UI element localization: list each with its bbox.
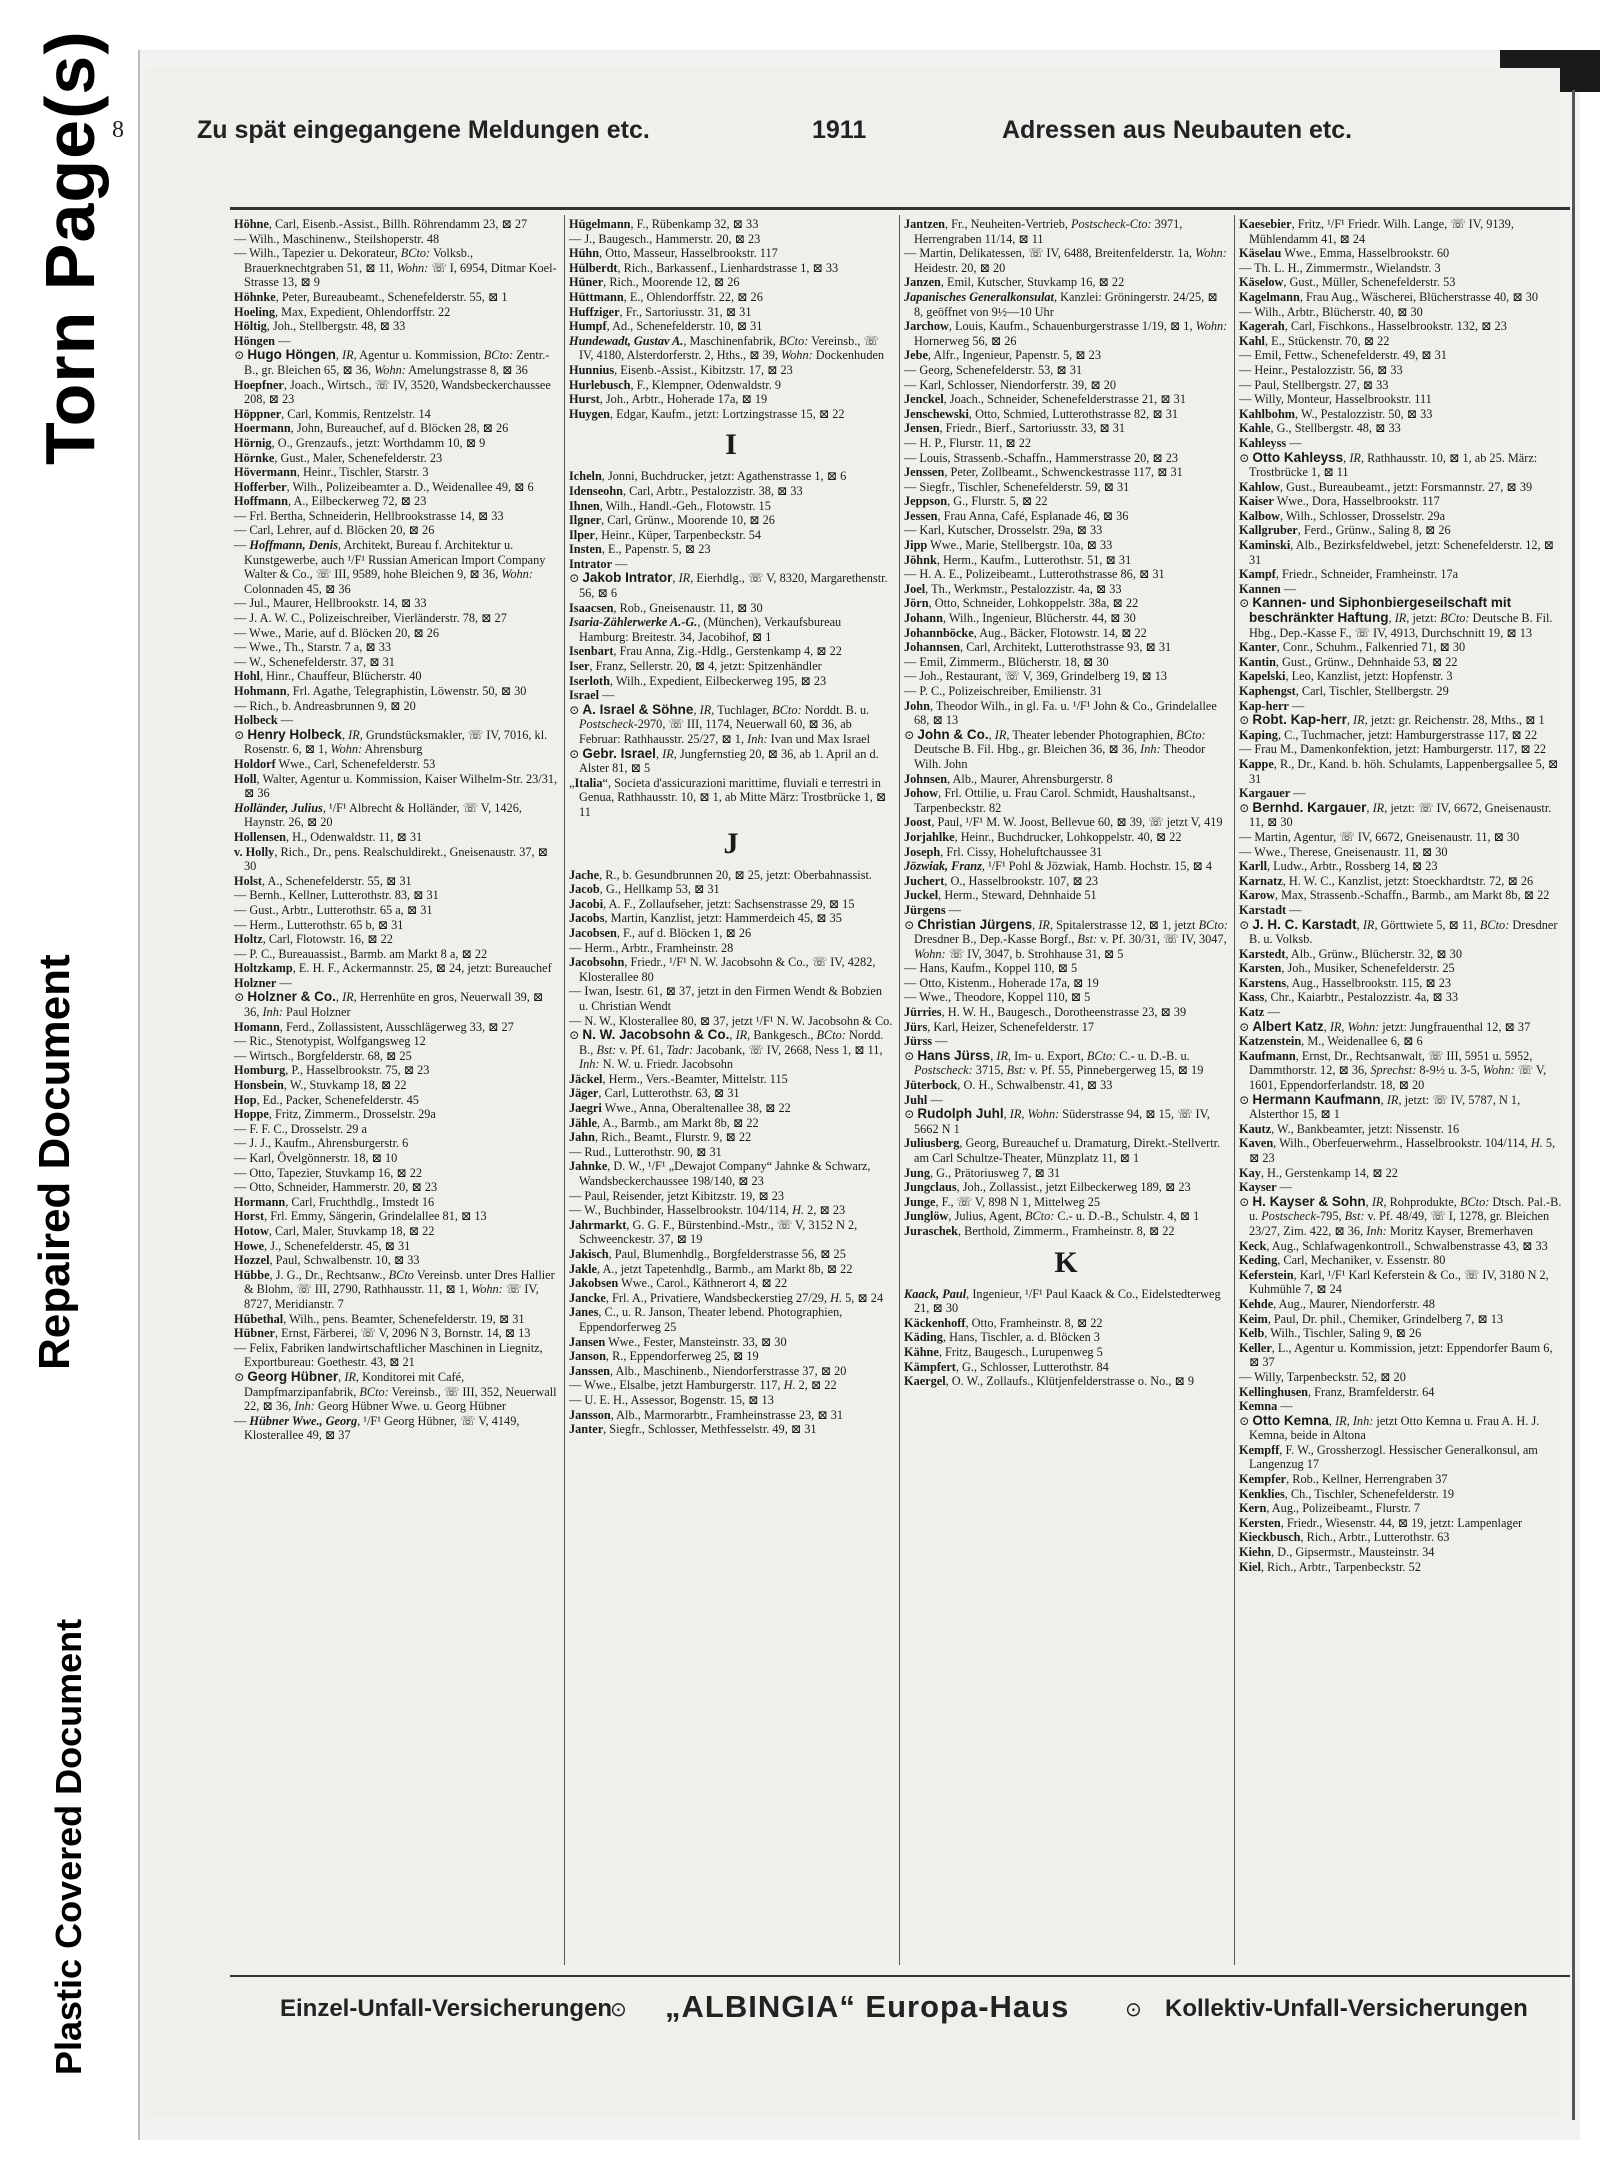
directory-entry: ⊙ J. H. C. Karstadt, IR, Görttwiete 5, ⊠ 11, BCto: Dresdner B. u. Volksb. (1239, 916, 1558, 947)
directory-entry: Jacobi, A. F., Zollaufseher, jetzt: Sachsenstrasse 29, ⊠ 15 (569, 896, 855, 911)
directory-entry: Jüterbock, O. H., Schwalbenstr. 41, ⊠ 33 (904, 1078, 1113, 1093)
directory-entry: Karow, Max, Strassenb.-Schaffn., Barmb., am Markt 8b, ⊠ 22 (1239, 888, 1550, 903)
directory-entry: Janzen, Emil, Kutscher, Stuvkamp 16, ⊠ 22 (904, 275, 1125, 290)
directory-entry: Kieckbusch, Rich., Arbtr., Lutterothstr. 63 (1239, 1530, 1450, 1545)
directory-entry: — W., Buchbinder, Hasselbrookstr. 104/114, H. 2, ⊠ 23 (569, 1203, 846, 1218)
directory-entry: — Willy, Monteur, Hasselbrookstr. 111 (1239, 392, 1432, 407)
directory-entry: — Emil, Fettw., Schenefelderstr. 49, ⊠ 31 (1239, 348, 1447, 363)
directory-entry: Hörnig, O., Grenzaufs., jetzt: Worthdamm 10, ⊠ 9 (234, 435, 486, 450)
directory-entry: „Italia“, Societa d'assicurazioni marittime, fluviali e terrestri in Genua, Rathhausstr. 10, ⊠ 1, ab Mitte März: Trostbrücke 1, ⊠ 11 (569, 775, 887, 819)
directory-entry: John, Theodor Wilh., in gl. Fa. u. ¹/F¹ John & Co., Grindelallee 68, ⊠ 13 (904, 698, 1217, 728)
directory-entry: Höppner, Carl, Kommis, Rentzelstr. 14 (234, 406, 431, 421)
directory-entry: — Wwe., Th., Starstr. 7 a, ⊠ 33 (234, 640, 392, 655)
footer-left-ad: Einzel-Unfall-Versicherungen (280, 1995, 613, 2022)
directory-entry: Ilgner, Carl, Grünw., Moorende 10, ⊠ 26 (569, 513, 775, 528)
directory-entry: Kaminski, Alb., Bezirksfeldwebel, jetzt: Schenefelderstr. 12, ⊠ 31 (1239, 538, 1554, 567)
directory-entry: Janes, C., u. R. Janson, Theater lebend. Photographien, Eppendorferweg 25 (569, 1305, 843, 1334)
directory-entry: — Wwe., Therese, Gneisenaustr. 11, ⊠ 30 (1239, 844, 1448, 859)
directory-entry: Hübbe, J. G., Dr., Rechtsanw., BCto Vereinsb. unter Dres Hallier & Blohm, ☏ III, 2790, Rathhausstr. 11, ⊠ 1, Wohn: ☏ IV, 8727, Meridianstr. 7 (234, 1267, 555, 1311)
page-footer (230, 1985, 1570, 2035)
directory-entry: Juliusberg, Georg, Bureauchef u. Dramaturg, Direkt.-Stellvertr. am Carl Schultze-Theater, Münzplatz 11, ⊠ 1 (904, 1136, 1221, 1165)
directory-entry: — Gust., Arbtr., Lutterothstr. 65 a, ⊠ 31 (234, 902, 433, 917)
directory-entry: Hoepfner, Joach., Wirtsch., ☏ IV, 3520, Wandsbeckerchaussee 208, ⊠ 23 (234, 377, 551, 407)
directory-entry: — Iwan, Isestr. 61, ⊠ 37, jetzt in den Firmen Wendt & Bobzien u. Christian Wendt (569, 984, 883, 1013)
directory-entry: — Willy, Tarpenbeckstr. 52, ⊠ 20 (1239, 1369, 1406, 1384)
directory-entry: — F. F. C., Drosselstr. 29 a (234, 1121, 367, 1136)
directory-entry: Kayser — (1239, 1180, 1292, 1195)
directory-entry: — Ric., Stenotypist, Wolfgangsweg 12 (234, 1034, 426, 1049)
directory-entry: v. Holly, Rich., Dr., pens. Realschuldirekt., Gneisenaustr. 37, ⊠ 30 (234, 844, 548, 874)
directory-entry: Jürss — (904, 1034, 948, 1049)
directory-entry: Howe, J., Schenefelderstr. 45, ⊠ 31 (234, 1238, 411, 1253)
directory-entry: Hohl, Hinr., Chauffeur, Blücherstr. 40 (234, 669, 422, 684)
directory-entry: Käselau Wwe., Emma, Hasselbrookstr. 60 (1239, 246, 1450, 261)
directory-entry: Kap-herr — (1239, 698, 1305, 713)
directory-entry: Johann, Wilh., Ingenieur, Blücherstr. 44, ⊠ 30 (904, 611, 1136, 626)
directory-entry: Höngen — (234, 333, 291, 348)
directory-entry: Hülberdt, Rich., Barkassenf., Lienhardstrasse 1, ⊠ 33 (569, 260, 839, 275)
directory-entry: Jenschewski, Otto, Schmied, Lutterothstrasse 82, ⊠ 31 (904, 406, 1178, 421)
directory-entry: Kargauer — (1239, 786, 1306, 801)
plastic-covered-label: Plastic Covered Document (48, 1618, 89, 2075)
directory-entry: Kiehn, D., Gipsermstr., Mausteinstr. 34 (1239, 1545, 1435, 1560)
directory-entry: Käselow, Gust., Müller, Schenefelderstr. 53 (1239, 275, 1456, 290)
directory-entry: Jözwiak, Franz, ¹/F¹ Pohl & Jözwiak, Hamb. Hochstr. 15, ⊠ 4 (904, 859, 1213, 874)
directory-entry: Hozzel, Paul, Schwalbenstr. 10, ⊠ 33 (234, 1253, 420, 1268)
directory-entry: ⊙ H. Kayser & Sohn, IR, Rohprodukte, BCto: Dtsch. Pal.-B. u. Postscheck-795, Bst: v. Pf. 48/49, ☏ I, 1278, gr. Bleichen 23/27, Zim. 422, ⊠ 36, Inh: Moritz Kayser, Bremerhaven (1239, 1193, 1562, 1238)
directory-entry: Kellinghusen, Franz, Bramfelderstr. 64 (1239, 1384, 1435, 1399)
directory-entry: ⊙ Hans Jürss, IR, Im- u. Export, BCto: C.- u. D.-B. u. Postscheck: 3715, Bst: v. Pf. 55, Pinnebergerweg 15, ⊠ 19 (904, 1047, 1204, 1078)
torn-pages-label: Torn Page(s) (31, 30, 109, 465)
footer-rule (230, 1975, 1570, 1977)
directory-entry: — Wirtsch., Borgfelderstr. 68, ⊠ 25 (234, 1048, 412, 1063)
directory-entry: — Martin, Agentur, ☏ IV, 6672, Gneisenaustr. 11, ⊠ 30 (1239, 829, 1520, 844)
directory-entry: Jähle, A., Barmb., am Markt 8b, ⊠ 22 (569, 1115, 759, 1130)
directory-entry: Johannsen, Carl, Architekt, Lutterothstrasse 93, ⊠ 31 (904, 640, 1172, 655)
directory-entry: Holtzkamp, E. H. F., Ackermannstr. 25, ⊠ 24, jetzt: Bureauchef (234, 961, 552, 976)
directory-entry: — Bernh., Kellner, Lutterothstr. 83, ⊠ 31 (234, 888, 439, 903)
directory-entry: Hunnius, Eisenb.-Assist., Kibitzstr. 17, ⊠ 23 (569, 362, 793, 377)
directory-entry: Jancke, Frl. A., Privatiere, Wandsbeckerstieg 27/29, H. 5, ⊠ 24 (569, 1290, 884, 1305)
directory-entry: — Emil, Zimmerm., Blücherstr. 18, ⊠ 30 (904, 654, 1109, 669)
directory-entry: Kaack, Paul, Ingenieur, ¹/F¹ Paul Kaack & Co., Eidelstedterweg 21, ⊠ 30 (904, 1286, 1221, 1316)
directory-entry: Keller, L., Agentur u. Kommission, jetzt: Eppendorfer Baum 6, ⊠ 37 (1239, 1340, 1553, 1370)
directory-entry: Janson, R., Eppendorferweg 25, ⊠ 19 (569, 1349, 759, 1364)
directory-entry: Isaacsen, Rob., Gneisenaustr. 11, ⊠ 30 (569, 600, 763, 615)
directory-entry: Höltig, Joh., Stellbergstr. 48, ⊠ 33 (234, 319, 406, 334)
page-header (112, 110, 1472, 150)
directory-entry: Kahleyss — (1239, 435, 1302, 450)
directory-entry: Hoeling, Max, Expedient, Ohlendorffstr. 22 (234, 304, 451, 319)
directory-entry: Huffziger, Fr., Sartoriusstr. 31, ⊠ 31 (569, 304, 752, 319)
directory-entry: Kantin, Gust., Grünw., Dehnhaide 53, ⊠ 22 (1239, 654, 1458, 669)
directory-entry: Keim, Paul, Dr. phil., Chemiker, Grindelberg 7, ⊠ 13 (1239, 1311, 1504, 1326)
directory-entry: Jenckel, Joach., Schneider, Schenefelderstrasse 21, ⊠ 31 (904, 392, 1186, 407)
directory-entry: Hoffmann, A., Eilbeckerweg 72, ⊠ 23 (234, 494, 427, 509)
directory-entry: Kalbow, Wilh., Schlosser, Drosselstr. 29a (1239, 508, 1446, 523)
directory-entry: Jacobsen, F., auf d. Blöcken 1, ⊠ 26 (569, 925, 752, 940)
directory-entry: Jörn, Otto, Schneider, Lohkoppelstr. 38a, ⊠ 22 (904, 596, 1139, 611)
directory-entry: Joel, Th., Werkmstr., Pestalozzistr. 4a, ⊠ 33 (904, 581, 1122, 596)
directory-entry: Hop, Ed., Packer, Schenefelderstr. 45 (234, 1092, 419, 1107)
directory-entry: — Wwe., Elsalbe, jetzt Hamburgerstr. 117, H. 2, ⊠ 22 (569, 1378, 837, 1393)
directory-entry: Jaegri Wwe., Anna, Oberaltenallee 38, ⊠ 22 (569, 1101, 791, 1116)
directory-entry: Jung, G., Prätoriusweg 7, ⊠ 31 (904, 1165, 1061, 1180)
page-edge-rule (1572, 90, 1575, 2120)
directory-entry: ⊙ Hugo Höngen, IR, Agentur u. Kommission, BCto: Zentr.-B., gr. Bleichen 65, ⊠ 36, Wohn: Amelungstrasse 8, ⊠ 36 (234, 347, 550, 377)
footer-right-ad: Kollektiv-Unfall-Versicherungen (1165, 1995, 1528, 2022)
directory-entry: Jahnke, D. W., ¹/F¹ „Dewajot Company“ Jahnke & Schwarz, Wandsbeckerchaussee 198/140, ⊠ 23 (569, 1159, 871, 1189)
directory-entry: — P. C., Bureauassist., Barmb. am Markt 8 a, ⊠ 22 (234, 946, 488, 961)
directory-entry: — Jul., Maurer, Hellbrookstr. 14, ⊠ 33 (234, 596, 427, 611)
directory-entry: — Wilh., Arbtr., Blücherstr. 40, ⊠ 30 (1239, 304, 1423, 319)
directory-entry: — Rud., Lutterothstr. 90, ⊠ 31 (569, 1144, 722, 1159)
directory-entry: Joost, Paul, ¹/F¹ M. W. Joost, Bellevue 60, ⊠ 39, ☏ jetzt V, 419 (904, 815, 1223, 830)
directory-entry: Junglöw, Julius, Agent, BCto: C.- u. D.-B., Schulstr. 4, ⊠ 1 (904, 1209, 1200, 1224)
directory-entry: Juraschek, Berthold, Zimmerm., Framheinstr. 8, ⊠ 22 (904, 1223, 1175, 1238)
directory-entry: ⊙ Hermann Kaufmann, IR, jetzt: ☏ IV, 5787, N 1, Alsterthor 15, ⊠ 1 (1239, 1091, 1521, 1122)
directory-entry: Jensen, Friedr., Bierf., Sartoriusstr. 33, ⊠ 31 (904, 421, 1126, 436)
directory-entry: Kempff, F. W., Grossherzogl. Hessischer Generalkonsul, am Langenzug 17 (1239, 1442, 1538, 1472)
directory-entry: Junge, F., ☏ V, 898 N 1, Mittelweg 25 (904, 1194, 1101, 1209)
directory-entry: ⊙ Otto Kahleyss, IR, Rathhausstr. 10, ⊠ 1, ab 25. März: Trostbrücke 1, ⊠ 11 (1239, 449, 1538, 480)
footer-company-name: „ALBINGIA“ Europa-Haus (665, 1989, 1070, 2024)
directory-entry: Kaphengst, Carl, Tischler, Stellbergstr. 29 (1239, 684, 1449, 698)
directory-entry: Hübner, Ernst, Färberei, ☏ V, 2096 N 3, Bornstr. 14, ⊠ 13 (234, 1326, 531, 1341)
directory-entry: Insten, E., Papenstr. 5, ⊠ 23 (569, 542, 711, 557)
directory-entry: ⊙ Georg Hübner, IR, Konditorei mit Café, Dampfmarzipanfabrik, BCto: Vereinsb., ☏ III, 352, Neuerwall 22, ⊠ 36, Inh: Georg Hübner Wwe. u. Georg Hübner (234, 1368, 557, 1414)
directory-entry: Jacobsohn, Friedr., ¹/F¹ N. W. Jacobsohn & Co., ☏ IV, 4282, Klosterallee 80 (569, 955, 876, 984)
section-letter-heading: K (1054, 1245, 1078, 1279)
directory-entry: Japanisches Generalkonsulat, Kanzlei: Gröningerstr. 24/25, ⊠ 8, geöffnet von 9½—10 Uhr (904, 289, 1218, 319)
directory-entry: Jipp Wwe., Marie, Stellbergstr. 10a, ⊠ 33 (904, 538, 1113, 553)
directory-entry: Käding, Hans, Tischler, a. d. Blöcken 3 (904, 1330, 1100, 1345)
directory-entry: Hüttmann, E., Ohlendorffstr. 22, ⊠ 26 (569, 289, 763, 304)
directory-entry: Kannen — (1239, 581, 1297, 596)
directory-entry: Hofferber, Wilh., Polizeibeamter a. D., Weidenallee 49, ⊠ 6 (234, 479, 534, 494)
directory-entry: Jäckel, Herm., Vers.-Beamter, Mittelstr. 115 (569, 1071, 788, 1086)
directory-entry: Janter, Siegfr., Schlosser, Methfesselstr. 49, ⊠ 31 (569, 1422, 817, 1437)
directory-entry: Kahle, G., Stellbergstr. 48, ⊠ 33 (1239, 421, 1401, 436)
directory-entry: Kautz, W., Bankbeamter, jetzt: Nissenstr. 16 (1239, 1121, 1460, 1136)
directory-entry: ⊙ Bernhd. Kargauer, IR, jetzt: ☏ IV, 6672, Gneisenaustr. 11, ⊠ 30 (1239, 799, 1552, 830)
directory-entry: Kämpfert, G., Schlosser, Lutterothstr. 84 (904, 1359, 1109, 1374)
directory-entry: — W., Schenefelderstr. 37, ⊠ 31 (234, 654, 395, 669)
directory-entry: Kagerah, Carl, Fischkons., Hasselbrookstr. 132, ⊠ 23 (1239, 319, 1507, 334)
directory-entry: ⊙ John & Co., IR, Theater lebender Photographien, BCto: Deutsche B. Fil. Hbg., gr. Bleichen 36, ⊠ 36, Inh: Theodor Wilh. John (904, 726, 1206, 771)
directory-entry: — Herm., Arbtr., Framheinstr. 28 (569, 940, 734, 955)
directory-entry: Karll, Ludw., Arbtr., Rossberg 14, ⊠ 23 (1239, 859, 1438, 874)
directory-entry: ⊙ Jakob Intrator, IR, Eierhdlg., ☏ V, 8320, Margarethenstr. 56, ⊠ 6 (569, 570, 888, 601)
directory-entry: Hollensen, H., Odenwaldstr. 11, ⊠ 31 (234, 829, 423, 844)
directory-entry: Humpf, Ad., Schenefelderstr. 10, ⊠ 31 (569, 319, 763, 334)
directory-entry: Homburg, P., Hasselbrookstr. 75, ⊠ 23 (234, 1063, 430, 1078)
directory-entry: Ilper, Heinr., Küper, Tarpenbeckstr. 54 (569, 527, 762, 542)
directory-entry: Hurst, Joh., Arbtr., Hoherade 17a, ⊠ 19 (569, 392, 768, 407)
directory-entry: — Wilh., Maschinenw., Steilshoperstr. 48 (234, 231, 440, 246)
header-rule (230, 207, 1570, 210)
directory-entry: ⊙ Kannen- und Siphonbiergeseilschaft mit beschränkter Haftung, IR, jetzt: BCto: Deutsche B. Fil. Hbg., Dep.-Kasse F., ☏ IV, 4913, Durchschnitt 19, ⊠ 13 (1239, 595, 1553, 640)
directory-entry: Jebe, Alfr., Ingenieur, Papenstr. 5, ⊠ 23 (904, 348, 1101, 363)
directory-entry: ⊙ N. W. Jacobsohn & Co., IR, Bankgesch., BCto: Nordd. B., Bst: v. Pf. 61, Tadr: Jacobank, ☏ IV, 2668, Ness 1, ⊠ 11, Inh: N. W. u. Friedr. Jacobsohn (569, 1027, 884, 1072)
directory-entry: Jahrmarkt, G. G. F., Bürstenbind.-Mstr., ☏ V, 3152 N 2, Schweenckestr. 37, ⊠ 19 (569, 1217, 858, 1247)
directory-entry: Kaven, Wilh., Oberfeuerwehrm., Hasselbrookstr. 104/114, H. 5, ⊠ 23 (1239, 1136, 1556, 1165)
directory-entry: Jarchow, Louis, Kaufm., Schauenburgerstrasse 1/19, ⊠ 1, Wohn: Hornerweg 56, ⊠ 26 (904, 319, 1228, 348)
directory-entry: Hundewadt, Gustav A., Maschinenfabrik, BCto: Vereinsb., ☏ IV, 4180, Alsterdorferstr. 2, Hths., ⊠ 39, Wohn: Dockenhuden (569, 333, 885, 363)
directory-entry: Jäger, Carl, Lutterothstr. 63, ⊠ 31 (569, 1086, 740, 1101)
directory-entry: Joseph, Frl. Cissy, Hoheluftchaussee 31 (904, 844, 1103, 859)
directory-entry: — Carl, Lehrer, auf d. Blöcken 20, ⊠ 26 (234, 523, 435, 538)
directory-entry: Holbeck — (234, 713, 294, 728)
directory-entry: Hoppe, Fritz, Zimmerm., Drosselstr. 29a (234, 1107, 436, 1122)
directory-entry: Johow, Frl. Ottilie, u. Frau Carol. Schmidt, Haushaltsanst., Tarpenbeckstr. 82 (904, 786, 1196, 815)
directory-entry: Kempfer, Rob., Kellner, Herrengraben 37 (1239, 1472, 1448, 1487)
directory-entry: Karsten, Joh., Musiker, Schenefelderstr. 25 (1239, 961, 1455, 976)
directory-entry: Keding, Carl, Mechaniker, v. Essenstr. 80 (1239, 1253, 1446, 1268)
directory-entry: Jantzen, Fr., Neuheiten-Vertrieb, Postscheck-Cto: 3971, Herrengraben 11/14, ⊠ 11 (904, 217, 1183, 246)
directory-entry: — Wwe., Marie, auf d. Blöcken 20, ⊠ 26 (234, 625, 440, 640)
directory-entry: Honsbein, W., Stuvkamp 18, ⊠ 22 (234, 1078, 407, 1093)
directory-entry: Kehde, Aug., Maurer, Niendorferstr. 48 (1239, 1296, 1435, 1311)
header-right-title: Adressen aus Neubauten etc. (1002, 115, 1353, 144)
directory-entry: Jessen, Frau Anna, Café, Esplanade 46, ⊠ 36 (904, 508, 1129, 523)
directory-entry: Holdorf Wwe., Carl, Schenefelderstr. 53 (234, 756, 436, 771)
directory-entry: Iser, Franz, Sellerstr. 20, ⊠ 4, jetzt: Spitzenhändler (569, 659, 822, 674)
directory-entry: ⊙ Henry Holbeck, IR, Grundstücksmakler, ☏ IV, 7016, kl. Rosenstr. 6, ⊠ 1, Wohn: Ahrensburg (234, 726, 548, 757)
directory-entry: — N. W., Klosterallee 80, ⊠ 37, jetzt ¹/F¹ N. W. Jacobsohn & Co. (569, 1013, 893, 1028)
directory-entry: Kaufmann, Ernst, Dr., Rechtsanwalt, ☏ III, 5951 u. 5952, Dammthorstr. 12, ⊠ 36, Sprechst: 8-9½ u. 3-5, Wohn: ☏ V, 1601, Eppendorferlandstr. 18, ⊠ 20 (1239, 1048, 1547, 1093)
directory-entry: Hövermann, Heinr., Tischler, Starstr. 3 (234, 465, 429, 480)
directory-entry: — Otto, Schneider, Hammerstr. 20, ⊠ 23 (234, 1180, 438, 1195)
section-letter-heading: J (723, 826, 739, 860)
directory-entry: — J. J., Kaufm., Ahrensburgerstr. 6 (234, 1136, 409, 1151)
directory-entry: Karstadt — (1239, 902, 1302, 917)
directory-entry: Kiel, Rich., Arbtr., Tarpenbeckstr. 52 (1239, 1559, 1421, 1574)
directory-entry: Jache, R., b. Gesundbrunnen 20, ⊠ 25, jetzt: Oberbahnassist. (569, 867, 873, 882)
directory-entry: — H. P., Flurstr. 11, ⊠ 22 (904, 435, 1032, 450)
directory-column-3 (900, 215, 1235, 1965)
directory-entry: Kähne, Fritz, Baugesch., Lurupenweg 5 (904, 1344, 1103, 1359)
directory-entry: Kahlbohm, W., Pestalozzistr. 50, ⊠ 33 (1239, 406, 1433, 421)
directory-entry: Karnatz, H. W. C., Kanzlist, jetzt: Stoeckhardtstr. 72, ⊠ 26 (1239, 873, 1534, 888)
directory-entry: Juckel, Herm., Steward, Dehnhaide 51 (904, 888, 1097, 903)
directory-entry: Kelb, Wilh., Tischler, Saling 9, ⊠ 26 (1239, 1326, 1422, 1341)
directory-entry: Karstens, Aug., Hasselbrookstr. 115, ⊠ 23 (1239, 975, 1452, 990)
directory-entry: ⊙ A. Israel & Söhne, IR, Tuchlager, BCto: Norddt. B. u. Postscheck-2970, ☏ III, 1174, Neuerwall 60, ⊠ 36, ab Februar: Rathhausstr. 25/27, ⊠ 1, Inh: Ivan und Max Israel (569, 701, 871, 746)
directory-entry: Holst, A., Schenefelderstr. 55, ⊠ 31 (234, 873, 412, 888)
directory-entry: Kern, Aug., Polizeibeamt., Flurstr. 7 (1239, 1501, 1421, 1516)
directory-entry: Kagelmann, Frau Aug., Wäscherei, Blücherstrasse 40, ⊠ 30 (1239, 289, 1539, 304)
directory-entry: Jenssen, Peter, Zollbeamt., Schwenckestrasse 117, ⊠ 31 (904, 465, 1183, 480)
directory-entry: — Paul, Stellbergstr. 27, ⊠ 33 (1239, 377, 1389, 392)
directory-entry: Jakobsen Wwe., Carol., Käthnerort 4, ⊠ 22 (569, 1276, 788, 1291)
directory-entry: Hübethal, Wilh., pens. Beamter, Schenefelderstr. 19, ⊠ 31 (234, 1311, 525, 1326)
directory-entry: Jürries, H. W. H., Baugesch., Dorotheenstrasse 23, ⊠ 39 (904, 1005, 1187, 1020)
directory-entry: Horst, Frl. Emmy, Sängerin, Grindelallee 81, ⊠ 13 (234, 1209, 487, 1224)
directory-entry: Homann, Ferd., Zollassistent, Ausschlägerweg 33, ⊠ 27 (234, 1019, 514, 1034)
directory-entry: Hormann, Carl, Fruchthdlg., Imstedt 16 (234, 1194, 435, 1209)
directory-entry: — Joh., Restaurant, ☏ V, 369, Grindelberg 19, ⊠ 13 (904, 669, 1168, 684)
directory-entry: Holländer, Julius, ¹/F¹ Albrecht & Holländer, ☏ V, 1426, Haynstr. 26, ⊠ 20 (234, 800, 522, 830)
directory-column-4 (1235, 215, 1570, 1965)
directory-entry: Kersten, Friedr., Wiesenstr. 44, ⊠ 19, jetzt: Lampenlager (1239, 1515, 1523, 1530)
directory-entry: Jahn, Rich., Beamt., Flurstr. 9, ⊠ 22 (569, 1130, 752, 1145)
directory-entry: Jürgens — (904, 902, 962, 917)
directory-entry: — J. A. W. C., Polizeischreiber, Vierländerstr. 78, ⊠ 27 (234, 611, 507, 626)
directory-entry: — Georg, Schenefelderstr. 53, ⊠ 31 (904, 362, 1083, 377)
directory-entry: Kaiser Wwe., Dora, Hasselbrookstr. 117 (1239, 494, 1440, 509)
header-left-title: Zu spät eingegangene Meldungen etc. (197, 115, 650, 144)
section-letter-heading: I (725, 428, 737, 462)
directory-entry: — U. E. H., Assessor, Bogenstr. 15, ⊠ 13 (569, 1392, 774, 1407)
directory-entry: — Siegfr., Tischler, Schenefelderstr. 59, ⊠ 31 (904, 479, 1130, 494)
directory-entry: Kallgruber, Ferd., Grünw., Saling 8, ⊠ 26 (1239, 523, 1451, 538)
directory-entry: Ihnen, Wilh., Handl.-Geh., Flotowstr. 15 (569, 498, 771, 513)
directory-entry: Käckenhoff, Otto, Framheinstr. 8, ⊠ 22 (904, 1315, 1103, 1330)
directory-entry: Jürs, Karl, Heizer, Schenefelderstr. 17 (904, 1019, 1095, 1034)
directory-entry: Jöhnk, Herm., Kaufm., Lutterothstr. 51, ⊠ 31 (904, 552, 1132, 567)
directory-entry: Hohmann, Frl. Agathe, Telegraphistin, Löwenstr. 50, ⊠ 30 (234, 684, 527, 698)
directory-entry: Kappe, R., Dr., Kand. b. höh. Schulamts, Lappenbergsallee 5, ⊠ 31 (1239, 756, 1559, 786)
directory-column-2 (565, 215, 900, 1965)
directory-entry: Johnsen, Alb., Maurer, Ahrensburgerstr. 8 (904, 771, 1113, 786)
directory-entry: Juchert, O., Hasselbrookstr. 107, ⊠ 23 (904, 873, 1099, 888)
directory-entry: — Paul, Reisender, jetzt Kibitzstr. 19, ⊠ 23 (569, 1188, 785, 1203)
directory-entry: Kanter, Conr., Schuhm., Falkenried 71, ⊠ 30 (1239, 640, 1466, 655)
directory-entry: Kenklies, Ch., Tischler, Schenefelderstr. 19 (1239, 1486, 1455, 1501)
directory-entry: — Hübner Wwe., Georg, ¹/F¹ Georg Hübner, ☏ V, 4149, Klosterallee 49, ⊠ 37 (234, 1413, 520, 1443)
directory-entry: — Frau M., Damenkonfektion, jetzt: Hamburgerstr. 117, ⊠ 22 (1239, 742, 1547, 757)
directory-entry: Intrator — (569, 556, 628, 571)
directory-entry: Kahlow, Gust., Bureaubeamt., jetzt: Forsmannstr. 27, ⊠ 39 (1239, 479, 1533, 494)
directory-entry: Katz — (1239, 1005, 1280, 1020)
directory-entry: Jansson, Alb., Marmorarbtr., Framheinstrasse 23, ⊠ 31 (569, 1407, 843, 1422)
directory-entry: — Wwe., Theodore, Koppel 110, ⊠ 5 (904, 990, 1091, 1005)
directory-entry: — Wilh., Tapezier u. Dekorateur, BCto: Volksb., Brauerknechtgraben 51, ⊠ 11, Wohn: ☏ I, 6954, Ditmar Koel-Strasse 13, ⊠ 9 (234, 246, 557, 290)
directory-entry: Jakle, A., jetzt Tapetenhdlg., Barmb., am Markt 8b, ⊠ 22 (569, 1261, 853, 1276)
page-number: 8 (112, 116, 124, 143)
directory-entry: Höhnke, Peter, Bureaubeamt., Schenefelderstr. 55, ⊠ 1 (234, 289, 508, 304)
directory-entry: Janssen, Alb., Maschinenb., Niendorferstrasse 37, ⊠ 20 (569, 1363, 847, 1378)
directory-entry: Kaergel, O. W., Zollaufs., Klütjenfelderstrasse o. No., ⊠ 9 (904, 1374, 1195, 1389)
side-label-strip (0, 0, 120, 2177)
directory-entry: — Felix, Fabriken landwirtschaftlicher Maschinen in Liegnitz, Exportbureau: Goethestr. 43, ⊠ 21 (234, 1340, 543, 1370)
directory-entry: Hurlebusch, F., Klempner, Odenwaldstr. 9 (569, 377, 782, 392)
directory-entry: — Frl. Bertha, Schneiderin, Hellbrookstrasse 14, ⊠ 33 (234, 508, 504, 523)
directory-entry: — Th. L. H., Zimmermstr., Wielandstr. 3 (1239, 260, 1441, 275)
repaired-document-label: Repaired Document (30, 954, 79, 1370)
directory-column-1 (230, 215, 565, 1965)
directory-entry: — Rich., b. Andreasbrunnen 9, ⊠ 20 (234, 698, 416, 713)
directory-entry: Hoermann, John, Bureauchef, auf d. Blöcken 28, ⊠ 26 (234, 421, 509, 436)
footer-separator-icon: ⊙ (610, 1999, 627, 2021)
directory-entry: Kass, Chr., Kaiarbtr., Pestalozzistr. 4a, ⊠ 33 (1239, 990, 1458, 1005)
directory-entry: Jungclaus, Joh., Zollassist., jetzt Eilbeckerweg 189, ⊠ 23 (904, 1180, 1191, 1195)
directory-entry: Hotow, Carl, Maler, Stuvkamp 18, ⊠ 22 (234, 1223, 435, 1238)
directory-entry: Icheln, Jonni, Buchdrucker, jetzt: Agathenstrasse 1, ⊠ 6 (569, 469, 847, 484)
directory-entry: — Karl, Schlosser, Niendorferstr. 39, ⊠ 20 (904, 377, 1116, 392)
directory-entry: Hörnke, Gust., Maler, Schenefelderstr. 23 (234, 450, 443, 465)
directory-entry: Holtz, Carl, Flotowstr. 16, ⊠ 22 (234, 932, 393, 947)
directory-entry: Kemna — (1239, 1399, 1293, 1414)
directory-entry: Jeppson, G., Flurstr. 5, ⊠ 22 (904, 494, 1048, 509)
directory-entry: Iserloth, Wilh., Expedient, Eilbeckerweg 195, ⊠ 23 (569, 673, 827, 688)
directory-entry: Kaesebier, Fritz, ¹/F¹ Friedr. Wilh. Lange, ☏ IV, 9139, Mühlendamm 41, ⊠ 24 (1239, 217, 1514, 246)
directory-entry: Hügelmann, F., Rübenkamp 32, ⊠ 33 (569, 217, 759, 231)
directory-entry: ⊙ Holzner & Co., IR, Herrenhüte en gros, Neuerwall 39, ⊠ 36, Inh: Paul Holzner (234, 989, 544, 1020)
directory-entry: Holzner — (234, 975, 292, 990)
directory-entry: — J., Baugesch., Hammerstr. 20, ⊠ 23 (569, 231, 761, 246)
directory-entry: ⊙ Rudolph Juhl, IR, Wohn: Süderstrasse 94, ⊠ 15, ☏ IV, 5662 N 1 (904, 1106, 1211, 1136)
directory-entry: Idenseohn, Carl, Arbtr., Pestalozzistr. 38, ⊠ 33 (569, 483, 803, 498)
directory-entry: Jacobs, Martin, Kanzlist, jetzt: Hammerdeich 45, ⊠ 35 (569, 911, 842, 926)
directory-entry: Isaria-Zählerwerke A.-G., (München), Verkaufsbureau Hamburg: Breitestr. 34, Jacobihof, ⊠ 1 (569, 615, 842, 644)
directory-entry: ⊙ Albert Katz, IR, Wohn: jetzt: Jungfrauenthal 12, ⊠ 37 (1239, 1018, 1531, 1034)
directory-entry: Katzenstein, M., Weidenallee 6, ⊠ 6 (1239, 1034, 1423, 1049)
directory-entry: Jansen Wwe., Fester, Mansteinstr. 33, ⊠ 30 (569, 1334, 787, 1349)
header-year: 1911 (812, 115, 867, 144)
directory-entry: — Karl, Kutscher, Drosselstr. 29a, ⊠ 33 (904, 523, 1103, 538)
directory-entry: ⊙ Robt. Kap-herr, IR, jetzt: gr. Reichenstr. 28, Mths., ⊠ 1 (1239, 712, 1545, 728)
directory-entry: Keferstein, Karl, ¹/F¹ Karl Keferstein & Co., ☏ IV, 3180 N 2, Kuhmühle 7, ⊠ 24 (1239, 1267, 1549, 1297)
directory-entry: Hüner, Rich., Moorende 12, ⊠ 26 (569, 275, 740, 290)
directory-entry: Höhne, Carl, Eisenb.-Assist., Billh. Röhrendamm 23, ⊠ 27 (234, 217, 528, 231)
directory-entry: Jacob, G., Hellkamp 53, ⊠ 31 (569, 882, 720, 897)
directory-entry: ⊙ Christian Jürgens, IR, Spitalerstrasse 12, ⊠ 1, jetzt BCto: Dresdner B., Dep.-Kasse Borgf., Bst: v. Pf. 30/31, ☏ IV, 3047, Wohn: ☏ IV, 3047, b. Strohhause 31, ⊠ 5 (904, 916, 1228, 961)
directory-entry: — Heinr., Pestalozzistr. 56, ⊠ 33 (1239, 362, 1403, 377)
directory-entry: — Otto, Tapezier, Stuvkamp 16, ⊠ 22 (234, 1165, 423, 1180)
directory-entry: Karstedt, Alb., Grünw., Blücherstr. 32, ⊠ 30 (1239, 946, 1462, 961)
directory-entry: Kahl, E., Stückenstr. 70, ⊠ 22 (1239, 333, 1390, 348)
directory-entry: Johannböcke, Aug., Bäcker, Flotowstr. 14, ⊠ 22 (904, 625, 1147, 640)
directory-entry: Jorjahlke, Heinr., Buchdrucker, Lohkoppelstr. 40, ⊠ 22 (904, 829, 1182, 844)
directory-entry: — Herm., Lutterothstr. 65 b, ⊠ 31 (234, 917, 404, 932)
directory-entry: Juhl — (904, 1092, 943, 1107)
directory-entry: ⊙ Gebr. Israel, IR, Jungfernstieg 20, ⊠ 36, ab 1. April an d. Alster 81, ⊠ 5 (569, 745, 879, 776)
directory-entry: — Otto, Kistenm., Hoherade 17a, ⊠ 19 (904, 975, 1099, 990)
directory-entry: Isenbart, Frau Anna, Zig.-Hdlg., Gerstenkamp 4, ⊠ 22 (569, 644, 842, 659)
directory-entry: Keck, Aug., Schlafwagenkontroll., Schwalbenstrasse 43, ⊠ 33 (1239, 1238, 1548, 1253)
directory-entry: Jakisch, Paul, Blumenhdlg., Borgfelderstrasse 56, ⊠ 25 (569, 1247, 846, 1261)
directory-entry: — Hans, Kaufm., Koppel 110, ⊠ 5 (904, 961, 1078, 976)
directory-entry: Israel — (569, 688, 615, 703)
directory-entry: Hühn, Otto, Masseur, Hasselbrookstr. 117 (569, 246, 778, 261)
directory-entry: Kapelski, Leo, Kanzlist, jetzt: Hopfenstr. 3 (1239, 669, 1453, 684)
directory-entry: Kampf, Friedr., Schneider, Framheinstr. 17a (1239, 567, 1459, 582)
directory-entry: — Martin, Delikatessen, ☏ IV, 6488, Breitenfelderstr. 1a, Wohn: Heidestr. 20, ⊠ 20 (904, 246, 1227, 275)
directory-entry: — Karl, Övelgönnerstr. 18, ⊠ 10 (234, 1151, 398, 1165)
directory-entry: — P. C., Polizeischreiber, Emilienstr. 31 (904, 684, 1103, 698)
directory-columns (230, 215, 1570, 1965)
directory-entry: — Hoffmann, Denis, Architekt, Bureau f. Architektur u. Kunstgewerbe, auch ¹/F¹ Russian American Import Company Walter & Co., ☏ III, 9589, hohe Bleichen 9, ⊠ 36, Wohn: Colonnaden 45, ⊠ 36 (234, 538, 546, 596)
directory-entry: Kaping, C., Tuchmacher, jetzt: Hamburgerstrasse 117, ⊠ 22 (1239, 727, 1538, 742)
footer-separator-icon: ⊙ (1125, 1999, 1142, 2021)
directory-entry: Kay, H., Gerstenkamp 14, ⊠ 22 (1239, 1165, 1398, 1180)
directory-entry: — Louis, Strassenb.-Schaffn., Hammerstrasse 20, ⊠ 23 (904, 450, 1179, 465)
directory-entry: Huygen, Edgar, Kaufm., jetzt: Lortzingstrasse 15, ⊠ 22 (569, 406, 845, 421)
directory-entry: Holl, Walter, Agentur u. Kommission, Kaiser Wilhelm-Str. 23/31, ⊠ 36 (234, 771, 558, 801)
directory-entry: ⊙ Otto Kemna, IR, Inh: jetzt Otto Kemna u. Frau A. H. J. Kemna, beide in Altona (1239, 1412, 1540, 1443)
directory-entry: — H. A. E., Polizeibeamt., Lutterothstrasse 86, ⊠ 31 (904, 567, 1165, 582)
